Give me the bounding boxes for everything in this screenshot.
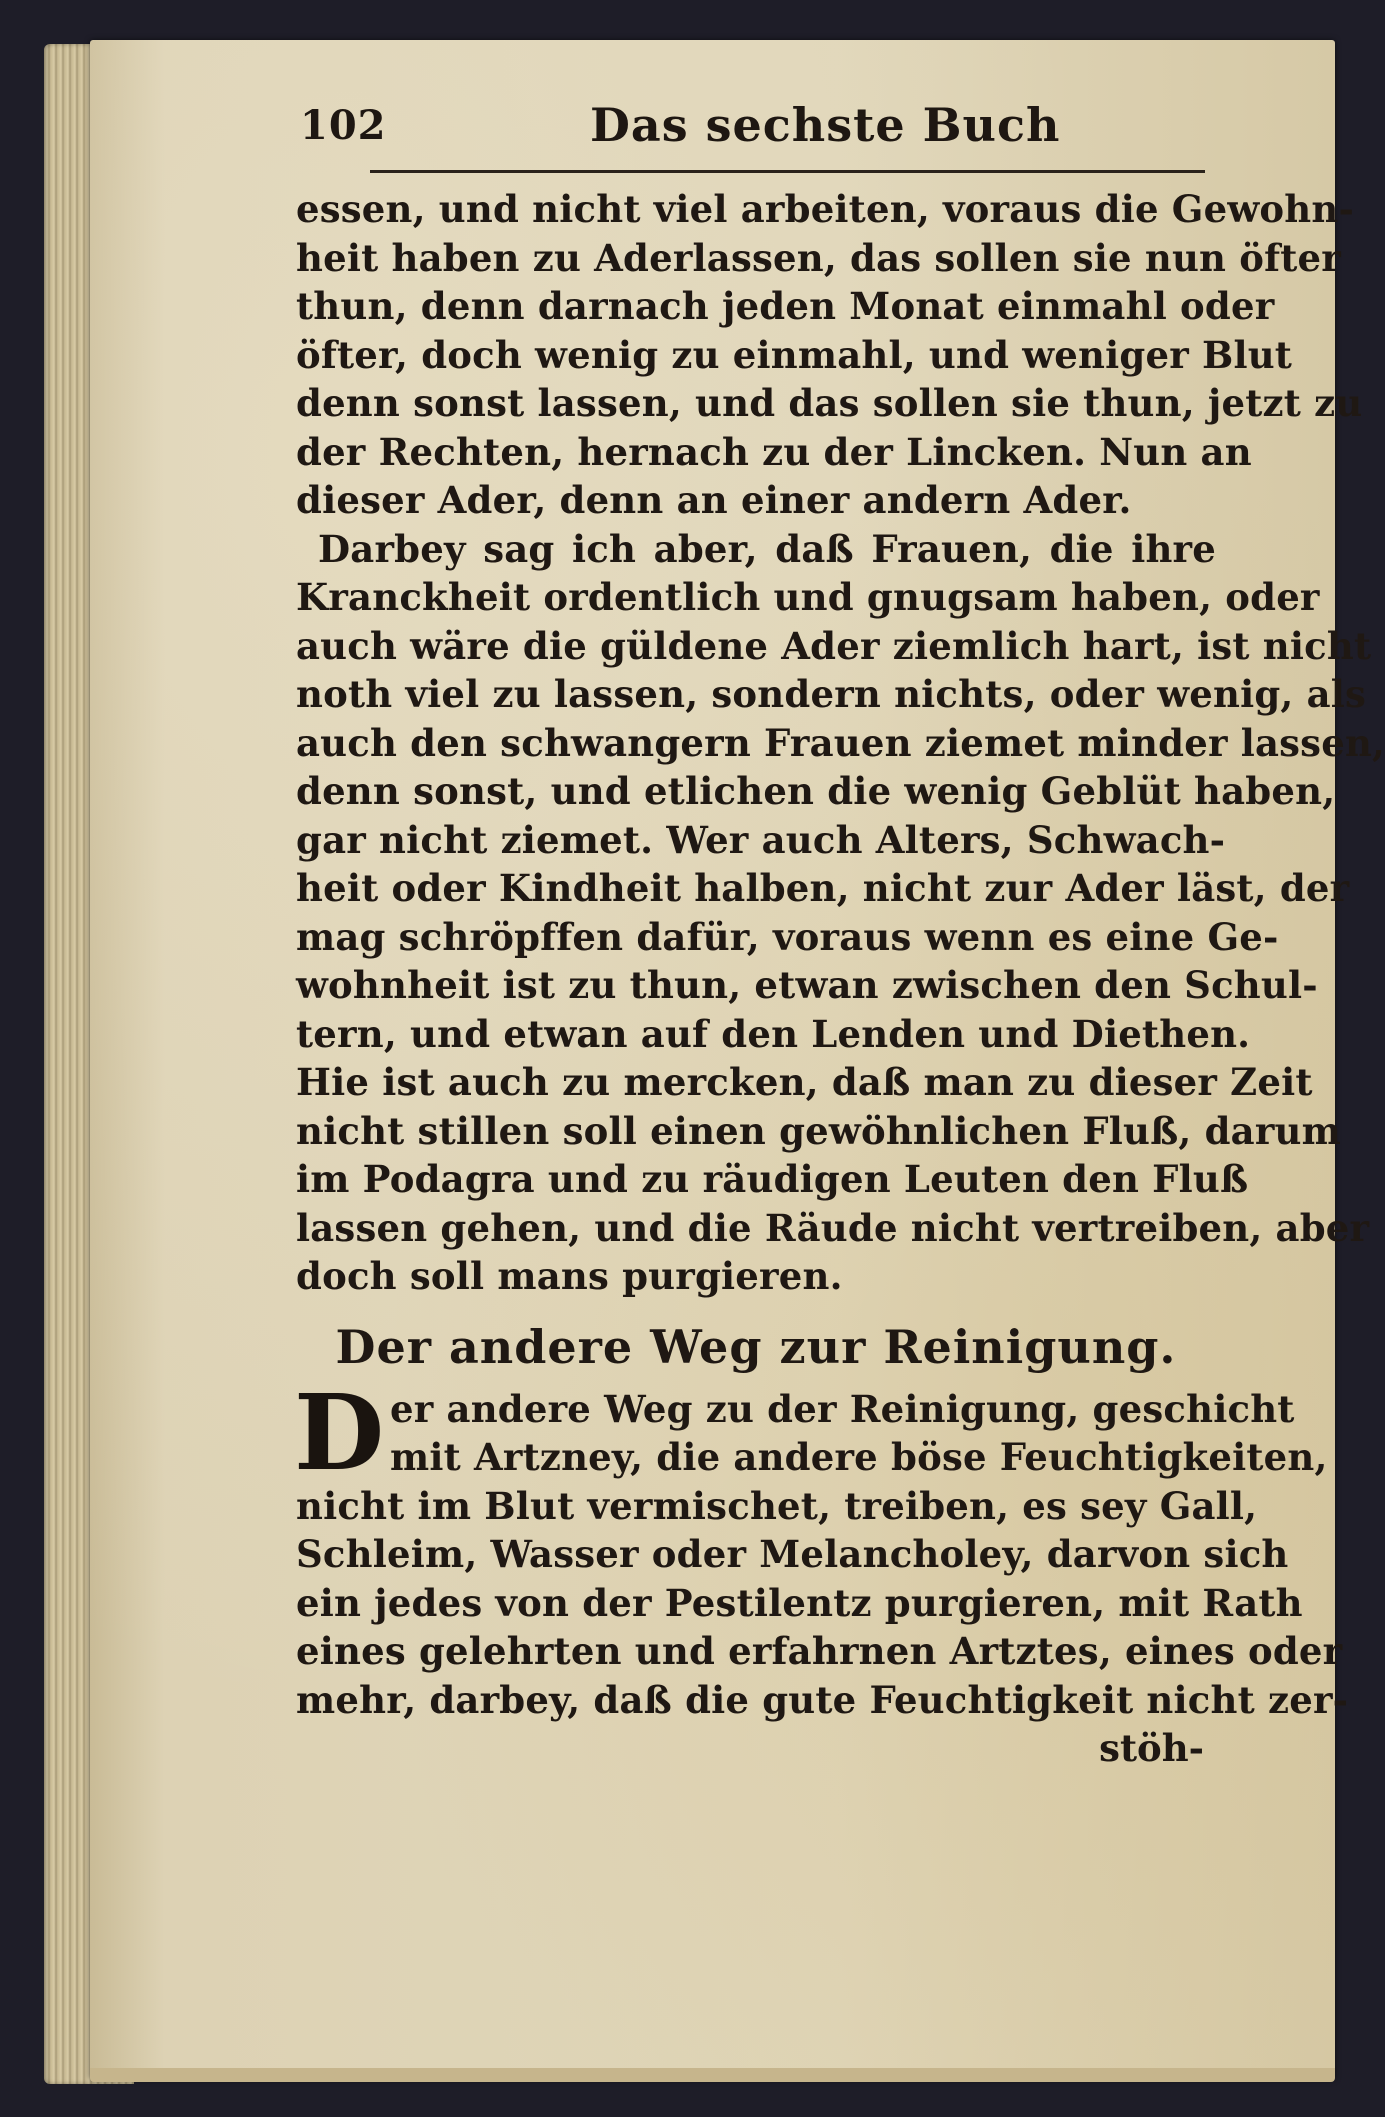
text-line: gar nicht ziemet. Wer auch Alters, Schwach-	[296, 817, 1226, 862]
paragraph-2	[296, 525, 1385, 1301]
page-header	[300, 98, 1200, 158]
text-line: lassen gehen, und die Räude nicht vertreiben, aber	[296, 1205, 1370, 1250]
text-line: heit haben zu Aderlassen, das sollen sie nun öfter	[296, 235, 1341, 280]
text-line: auch den schwangern Frauen ziemet minder lassen,	[296, 720, 1385, 765]
text-line: dieser Ader, denn an einer andern Ader.	[296, 478, 1132, 522]
text-line: tern, und etwan auf den Lenden und Diethen.	[296, 1011, 1251, 1056]
text-line: nicht im Blut vermischet, treiben, es sey Gall,	[296, 1483, 1258, 1528]
text-line: Schleim, Wasser oder Melancholey, darvon sich	[296, 1532, 1289, 1576]
section-heading: Der andere Weg zur Reinigung.	[335, 1319, 1177, 1374]
text-line: eines gelehrten und erfahrnen Artztes, eines oder	[296, 1629, 1343, 1673]
text-line: Darbey sag ich aber, daß Frauen, die ihre	[318, 526, 1216, 571]
text-line: mehr, darbey, daß die gute Feuchtigkeit nicht zer-	[296, 1677, 1349, 1722]
text-line: mit Artzney, die andere böse Feuchtigkeiten,	[390, 1435, 1328, 1479]
text-line: auch wäre die güldene Ader ziemlich hart, ist nicht	[296, 623, 1372, 668]
text-line: doch soll mans purgieren.	[296, 1254, 843, 1298]
drop-cap: D	[294, 1370, 385, 1494]
text-line: nicht stillen soll einen gewöhnlichen Fluß, darum	[296, 1108, 1341, 1153]
text-line: mag schröpffen dafür, voraus wenn es eine Ge-	[296, 914, 1279, 959]
paragraph-1	[296, 185, 1363, 525]
catchword: stöh-	[1099, 1726, 1204, 1770]
text-line: Kranckheit ordentlich und gnugsam haben, oder	[296, 575, 1320, 619]
text-line: Hie ist auch zu mercken, daß man zu dieser Zeit	[296, 1060, 1313, 1104]
text-line: thun, denn darnach jeden Monat einmahl oder	[296, 284, 1275, 328]
text-line: im Podagra und zu räudigen Leuten den Fluß	[296, 1157, 1249, 1201]
page-text	[294, 185, 1385, 1773]
text-line: denn sonst lassen, und das sollen sie thun, jetzt zu	[296, 381, 1363, 425]
text-line: wohnheit ist zu thun, etwan zwischen den Schul-	[296, 963, 1318, 1007]
page-number: 102	[300, 102, 387, 149]
text-line: noth viel zu lassen, sondern nichts, oder wenig, als	[296, 672, 1367, 716]
header-rule	[370, 170, 1205, 173]
text-line: der Rechten, hernach zu der Lincken. Nun an	[296, 429, 1252, 474]
running-title: Das sechste Buch	[590, 98, 1061, 152]
text-line: er andere Weg zu der Reinigung, geschicht	[390, 1386, 1295, 1431]
text-line: essen, und nicht viel arbeiten, voraus die Gewohn-	[296, 187, 1355, 231]
page-bottom-edge	[90, 2068, 1335, 2082]
text-line: heit oder Kindheit halben, nicht zur Ader läst, der	[296, 866, 1350, 910]
paragraph-3	[294, 1370, 1349, 1725]
text-line: ein jedes von der Pestilentz purgieren, mit Rath	[296, 1580, 1303, 1625]
text-line: öfter, doch wenig zu einmahl, und weniger Blut	[296, 332, 1293, 377]
text-line: denn sonst, und etlichen die wenig Geblüt haben,	[296, 769, 1336, 813]
